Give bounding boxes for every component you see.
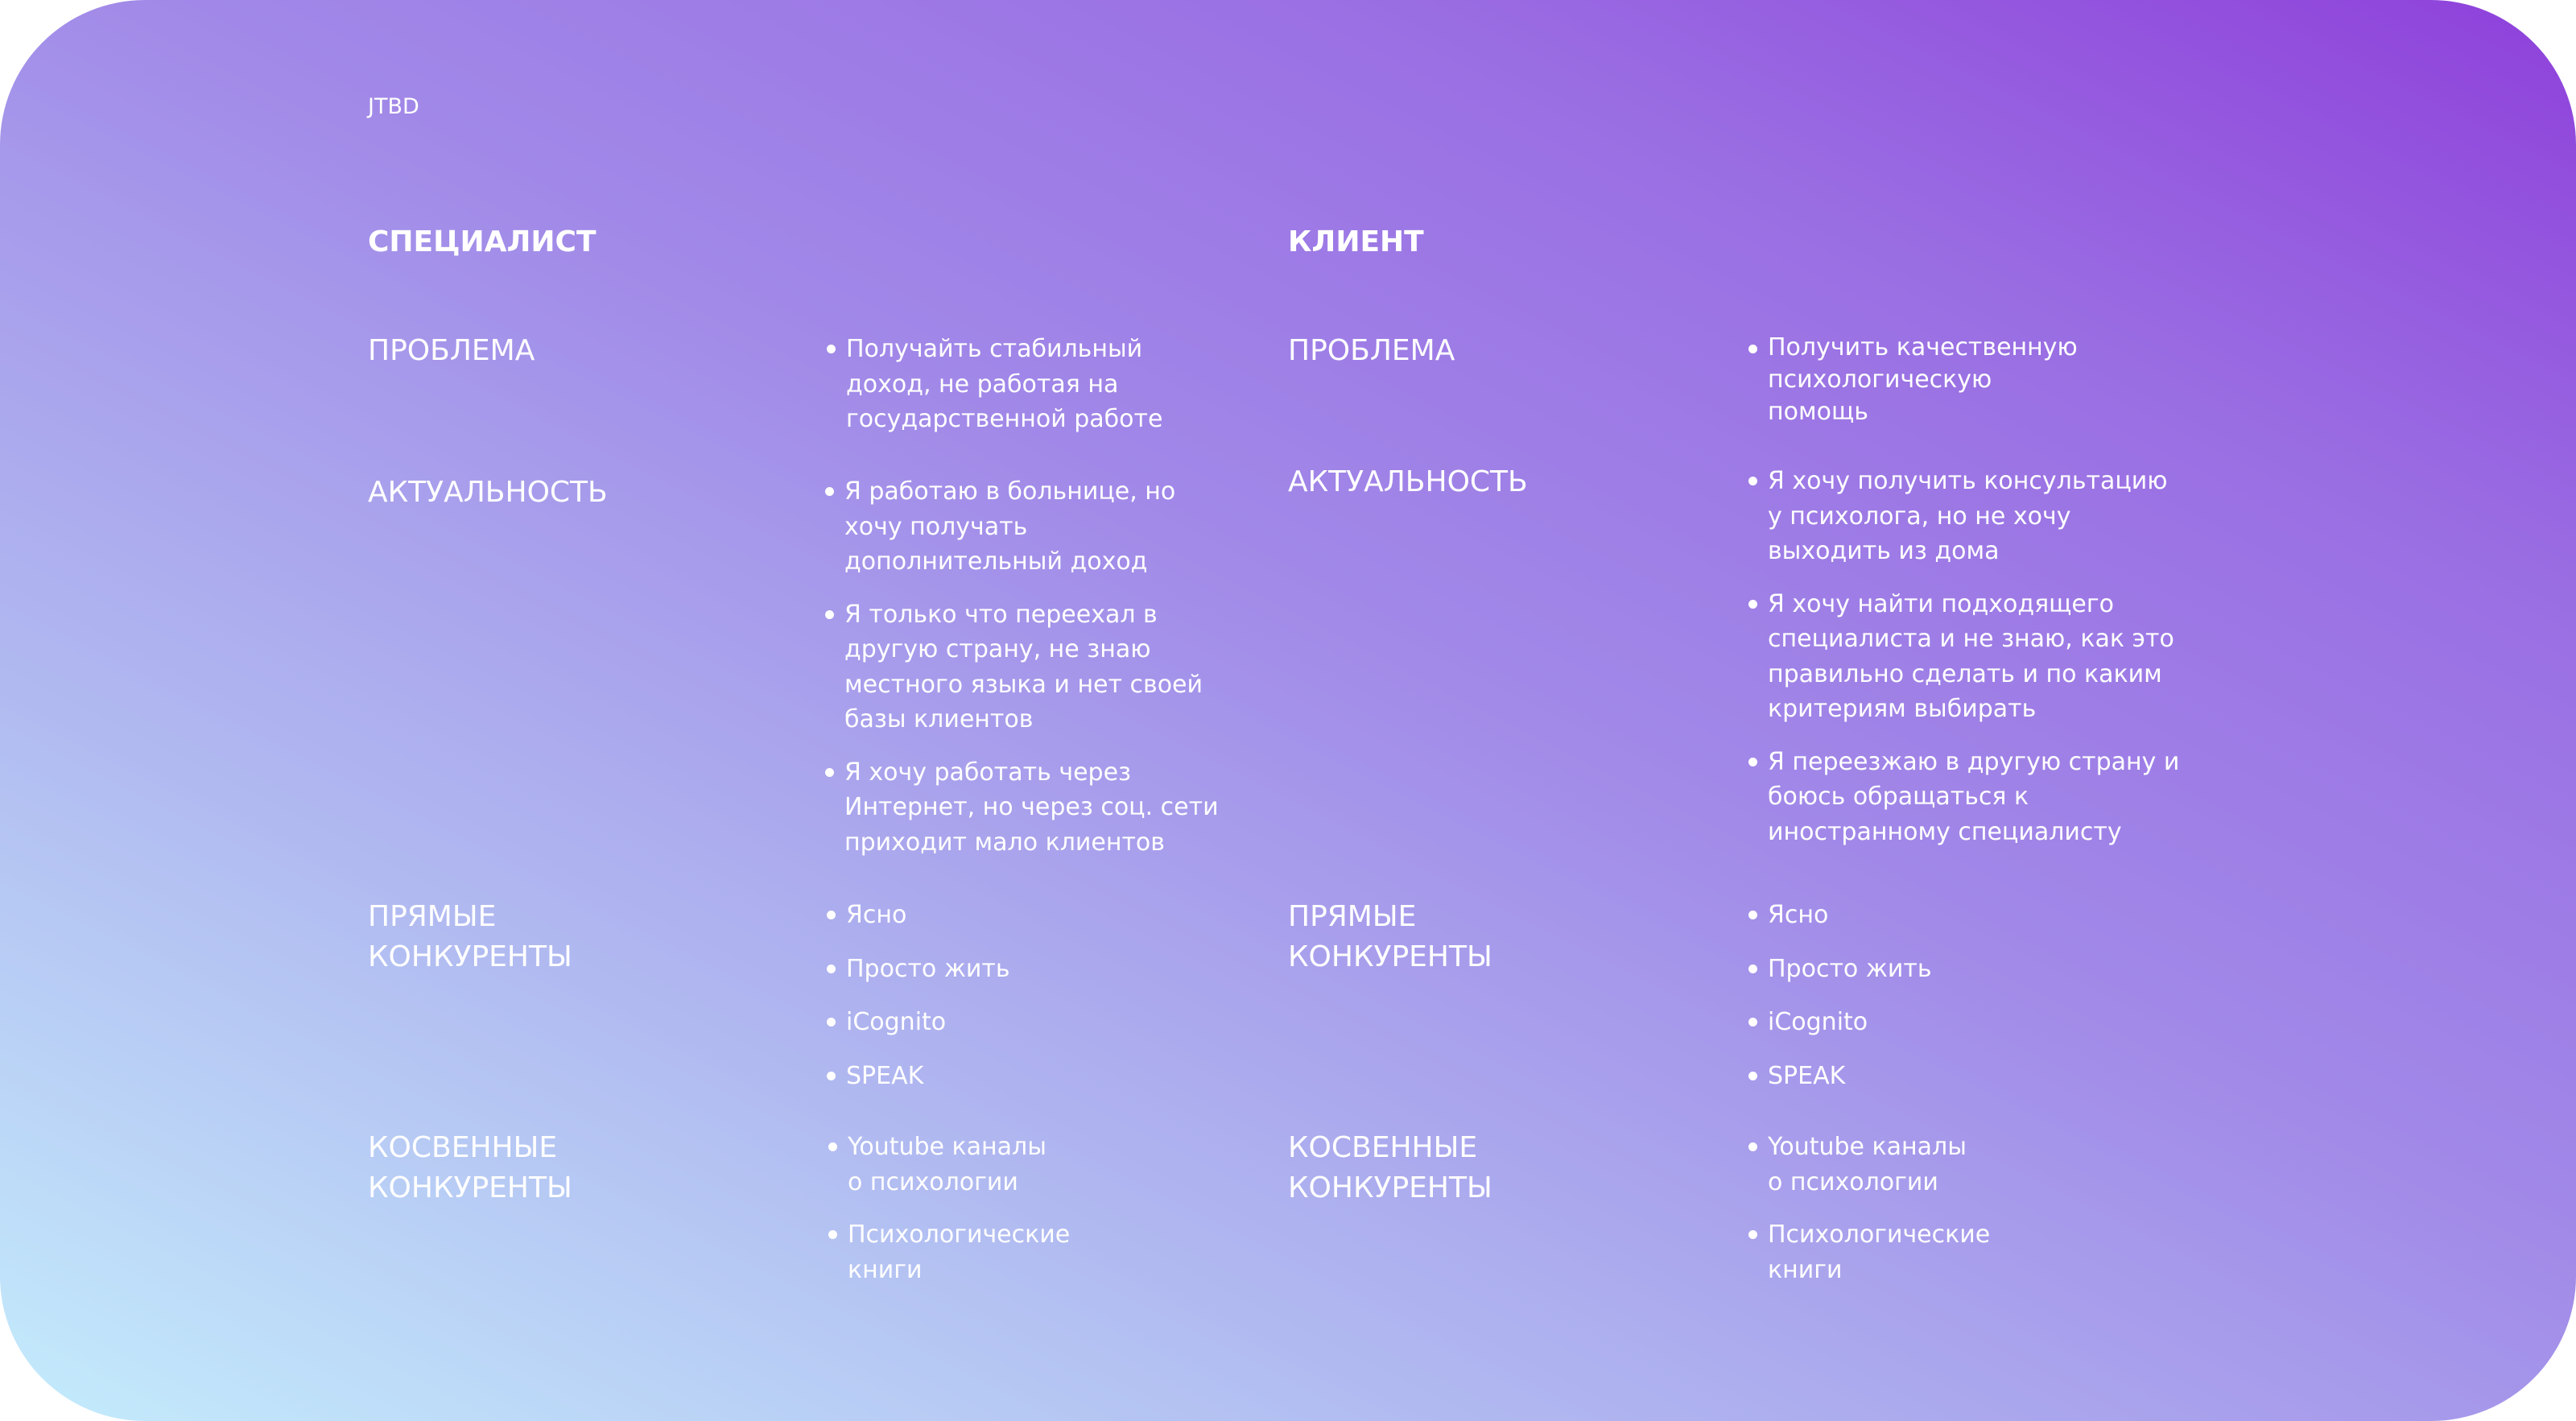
client-direct-competitors-label: ПРЯМЫЕ КОНКУРЕНТЫ	[1288, 900, 1492, 973]
specialist-problem-label: ПРОБЛЕМА	[368, 334, 535, 367]
list-item: iCognito	[825, 1005, 1228, 1040]
list-item: iCognito	[1747, 1005, 2149, 1040]
client-relevance-label: АКТУАЛЬНОСТЬ	[1288, 465, 1528, 498]
client-indirect-competitors-list	[1747, 1130, 1991, 1287]
list-item: Просто жить	[825, 952, 1228, 987]
list-item: Психологические книги	[1747, 1217, 1988, 1287]
list-item: Я хочу работать через Интернет, но через соц. сети приходит мало клиентов	[824, 755, 1226, 861]
client-heading: КЛИЕНТ	[1288, 225, 1424, 258]
client-problem-label: ПРОБЛЕМА	[1288, 334, 1455, 367]
specialist-direct-competitors-list	[825, 898, 1228, 1093]
list-item: Ясно	[825, 898, 1228, 933]
list-item: Психологические книги	[827, 1217, 1068, 1287]
list-item: Получить качественную психологическую помощь	[1747, 332, 2085, 428]
specialist-heading: СПЕЦИАЛИСТ	[368, 225, 597, 258]
list-item: Я переезжаю в другую страну и боюсь обращаться к иностранному специалисту	[1747, 745, 2182, 850]
list-item: Получайть стабильный доход, не работая на государственной работе	[825, 332, 1228, 437]
list-item: Я хочу найти подходящего специалиста и не знаю, как это правильно сделать и по каким критериям выбирать	[1747, 587, 2182, 727]
list-item: Я хочу получить консультацию у психолога, но не хочу выходить из дома	[1747, 464, 2182, 569]
list-item: SPEAK	[825, 1059, 1228, 1094]
specialist-indirect-competitors-list	[827, 1130, 1071, 1287]
list-item: Просто жить	[1747, 952, 2149, 987]
list-item: Youtube каналы о психологии	[1747, 1130, 1988, 1200]
specialist-relevance-list	[824, 474, 1226, 860]
list-item: SPEAK	[1747, 1059, 2149, 1094]
list-item: Я работаю в больнице, но хочу получать дополнительный доход	[824, 474, 1226, 580]
client-indirect-competitors-label: КОСВЕННЫЕ КОНКУРЕНТЫ	[1288, 1131, 1492, 1204]
list-item: Youtube каналы о психологии	[827, 1130, 1068, 1200]
client-direct-competitors-list	[1747, 898, 2149, 1093]
specialist-relevance-label: АКТУАЛЬНОСТЬ	[368, 476, 608, 509]
specialist-problem-list	[825, 332, 1228, 437]
client-relevance-list	[1747, 464, 2182, 849]
list-item: Ясно	[1747, 898, 2149, 933]
client-problem-list	[1747, 332, 2085, 428]
specialist-direct-competitors-label: ПРЯМЫЕ КОНКУРЕНТЫ	[368, 900, 572, 973]
specialist-indirect-competitors-label: КОСВЕННЫЕ КОНКУРЕНТЫ	[368, 1131, 572, 1204]
slide-title: JTBD	[368, 94, 419, 119]
list-item: Я только что переехал в другую страну, не знаю местного языка и нет своей базы клиентов	[824, 597, 1226, 737]
